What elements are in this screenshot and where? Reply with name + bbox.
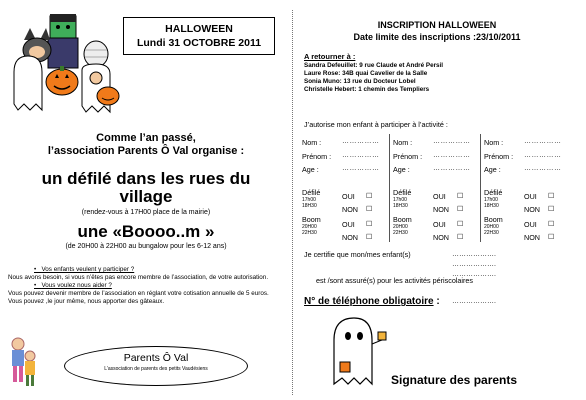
boom-time-start: 20H00 <box>484 224 499 230</box>
boom-heading: une «Boooo..m » <box>77 222 215 241</box>
nom-field[interactable]: …………… <box>342 138 380 145</box>
event-title: HALLOWEEN <box>165 23 233 35</box>
boom-time-end: 22H30 <box>302 230 317 236</box>
boom-label: Boom <box>484 215 503 224</box>
child-form-column-3 <box>484 134 572 242</box>
phone-field[interactable]: ………………. <box>452 298 496 305</box>
prenom-field[interactable]: …………… <box>524 152 562 159</box>
defile-oui-label: OUI <box>342 192 355 201</box>
info-section <box>8 266 286 306</box>
prenom-label: Prénom : <box>393 152 423 161</box>
boom-non-label: NON <box>342 233 358 242</box>
logo-tagline: L’association de parents des petits Vaudésiens <box>104 366 208 372</box>
info-text-3: Vous pouvez ,le jour même, nous apporter des gâteaux. <box>8 298 165 305</box>
boom-oui-checkbox[interactable]: ☐ <box>366 221 373 228</box>
boom-non-label: NON <box>524 233 540 242</box>
defile-oui-checkbox[interactable]: ☐ <box>457 193 464 200</box>
address-line: Sandra Defeuillet: 9 rue Claude et André Persil <box>304 62 444 69</box>
defile-time-end: 18H30 <box>393 203 408 209</box>
intro <box>0 132 292 158</box>
return-addresses <box>304 62 443 94</box>
defile-non-checkbox[interactable]: ☐ <box>366 206 373 213</box>
child-form-column-1 <box>302 134 390 242</box>
inscription-deadline: Date limite des inscriptions :23/10/2011 <box>353 32 521 42</box>
prenom-field[interactable]: …………… <box>342 152 380 159</box>
defile-block <box>302 188 320 209</box>
prenom-field[interactable]: …………… <box>433 152 471 159</box>
prenom-label: Prénom : <box>302 152 332 161</box>
boom-oui-label: OUI <box>342 220 355 229</box>
defile-label: Défilé <box>393 188 412 197</box>
column-separator <box>389 134 390 242</box>
parade-subtext: (rendez-vous à 17H00 place de la mairie) <box>81 209 211 216</box>
boom-label: Boom <box>302 215 321 224</box>
nom-field[interactable]: …………… <box>433 138 471 145</box>
kids-illustration <box>8 336 38 388</box>
address-line: Christelle Hebert: 1 chemin des Templiers <box>304 86 430 93</box>
address-line: Laure Rose: 34B quai Cavelier de la Salle <box>304 70 428 77</box>
defile-time-start: 17h00 <box>302 197 316 203</box>
return-heading: A retourner à : <box>304 52 356 61</box>
defile-oui-label: OUI <box>433 192 446 201</box>
boom-oui-label: OUI <box>433 220 446 229</box>
boom-time-start: 20H00 <box>393 224 408 230</box>
info-text-1: Nous avons besoin, si vous n’êtes pas encore membre de l’association, de votre autorisation. <box>8 274 269 281</box>
age-field[interactable]: …………… <box>524 165 562 172</box>
certify-text: Je certifie que mon/mes enfant(s) <box>304 250 411 259</box>
bullet-help-text: Vous voulez nous aider ? <box>41 282 112 289</box>
boom-time-end: 22H30 <box>393 230 408 236</box>
nom-label: Nom : <box>484 138 504 147</box>
defile-block <box>484 188 502 209</box>
inscription-title <box>296 19 578 43</box>
insurance-text: est /sont assuré(s) pour les activités périscolaires <box>316 276 473 285</box>
defile-oui-checkbox[interactable]: ☐ <box>366 193 373 200</box>
boom-non-label: NON <box>433 233 449 242</box>
defile-non-label: NON <box>524 205 540 214</box>
page-divider <box>292 10 293 395</box>
logo-name: Parents Ô Val <box>123 352 189 364</box>
bullet-participate-text: Vos enfants veulent y participer ? <box>41 266 135 273</box>
column-separator <box>480 134 481 242</box>
intro-line-2: l’association Parents Ô Val organise : <box>47 145 245 157</box>
event-date: Lundi 31 OCTOBRE 2011 <box>136 37 262 49</box>
child-form-column-2 <box>393 134 481 242</box>
boom-label: Boom <box>393 215 412 224</box>
boom-non-checkbox[interactable]: ☐ <box>457 234 464 241</box>
boom-oui-label: OUI <box>524 220 537 229</box>
boom-non-checkbox[interactable]: ☐ <box>548 234 555 241</box>
authorization-text: J’autorise mon enfant à participer à l’activité : <box>304 120 448 129</box>
child-name-field[interactable]: ………………. <box>452 251 496 258</box>
address-line: Sonia Muno: 13 rue du Docteur Lobel <box>304 78 416 85</box>
association-logo <box>64 346 248 386</box>
bullet-help <box>8 282 286 290</box>
age-label: Age : <box>393 165 410 174</box>
defile-time-end: 18H30 <box>484 203 499 209</box>
age-field[interactable]: …………… <box>433 165 471 172</box>
nom-label: Nom : <box>302 138 322 147</box>
phone-colon: : <box>433 296 440 307</box>
age-label: Age : <box>484 165 501 174</box>
boom-time-start: 20H00 <box>302 224 317 230</box>
halloween-characters-illustration <box>10 12 122 120</box>
info-text-2: Vous pouvez devenir membre de l’association en réglant votre cotisation annuelle de 5 euros. <box>8 290 269 297</box>
age-field[interactable]: …………… <box>342 165 380 172</box>
boom-block <box>302 215 321 236</box>
boom-oui-checkbox[interactable]: ☐ <box>548 221 555 228</box>
parade-heading: un défilé dans les rues du village <box>41 169 251 206</box>
defile-block <box>393 188 411 209</box>
inscription-title-line-1: INSCRIPTION HALLOWEEN <box>377 20 497 30</box>
nom-field[interactable]: …………… <box>524 138 562 145</box>
boom-block <box>393 215 412 236</box>
child-name-field[interactable]: ………………. <box>452 261 496 268</box>
defile-label: Défilé <box>302 188 321 197</box>
bullet-participate <box>8 266 286 274</box>
boom-block <box>484 215 503 236</box>
defile-oui-label: OUI <box>524 192 537 201</box>
age-label: Age : <box>302 165 319 174</box>
boom-time-end: 22H30 <box>484 230 499 236</box>
defile-time-start: 17h00 <box>393 197 407 203</box>
defile-time-end: 18H30 <box>302 203 317 209</box>
defile-non-label: NON <box>342 205 358 214</box>
bullet-dot-icon: • <box>34 266 42 273</box>
ghost-lantern-illustration <box>326 314 388 386</box>
phone-row <box>304 296 440 307</box>
child-name-field[interactable]: ………………. <box>452 271 496 278</box>
signature-label: Signature des parents <box>391 373 518 387</box>
defile-non-checkbox[interactable]: ☐ <box>548 206 555 213</box>
defile-label: Défilé <box>484 188 503 197</box>
nom-label: Nom : <box>393 138 413 147</box>
boom-non-checkbox[interactable]: ☐ <box>366 234 373 241</box>
bullet-dot-icon: • <box>34 282 42 289</box>
intro-line-1: Comme l’an passé, <box>96 132 196 144</box>
boom-oui-checkbox[interactable]: ☐ <box>457 221 464 228</box>
defile-time-start: 17h00 <box>484 197 498 203</box>
event-title-box <box>123 17 275 55</box>
defile-oui-checkbox[interactable]: ☐ <box>548 193 555 200</box>
boom-subtext: (de 20H00 à 22H00 au bungalow pour les 6-12 ans) <box>65 243 227 250</box>
defile-non-label: NON <box>433 205 449 214</box>
defile-non-checkbox[interactable]: ☐ <box>457 206 464 213</box>
prenom-label: Prénom : <box>484 152 514 161</box>
phone-label: N° de téléphone obligatoire <box>304 296 434 307</box>
